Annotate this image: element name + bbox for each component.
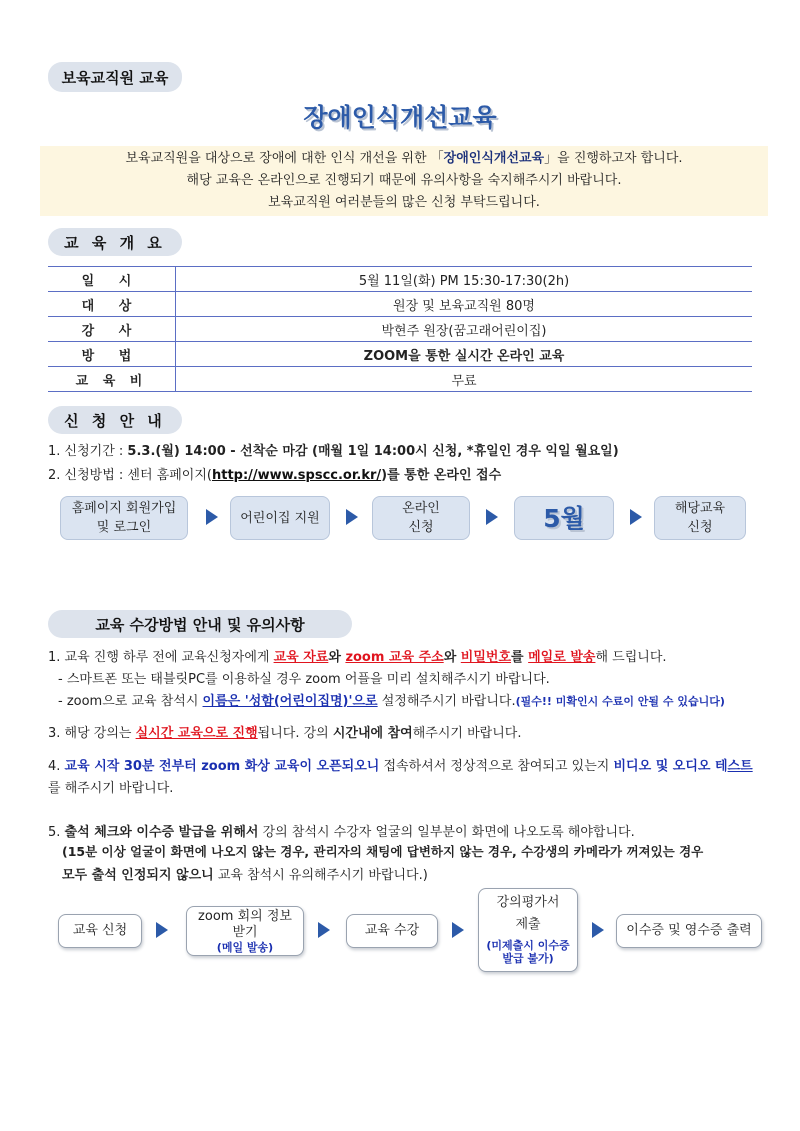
row-value: 박현주 원장(꿈고래어린이집) — [176, 317, 753, 342]
row-value: ZOOM을 통한 실시간 온라인 교육 — [176, 342, 753, 367]
intro-box — [40, 146, 768, 216]
guide-item-4: 4. 교육 시작 30분 전부터 zoom 화상 교육이 오픈되오니 접속하셔서 정상적으로 참여되고 있는지 비디오 및 오디오 테스트를 해주시기 바랍니다. — [48, 759, 753, 796]
flow-step-signup: 홈페이지 회원가입 및 로그인 — [60, 496, 188, 540]
guide-item-1: 1. 교육 진행 하루 전에 교육신청자에게 교육 자료와 zoom 교육 주소와 비밀번호를 메일로 발송해 드립니다. — [48, 650, 667, 665]
category-tag: 보육교직원 교육 — [48, 62, 182, 92]
process-step-certificate: 이수증 및 영수증 출력 — [616, 914, 762, 948]
flow-step-month: 5월 — [514, 496, 614, 540]
arrow-right-icon — [206, 509, 218, 525]
arrow-right-icon — [156, 922, 168, 938]
overview-table — [48, 266, 752, 392]
overview-heading: 교 육 개 요 — [48, 228, 182, 256]
row-label: 방 법 — [48, 342, 176, 367]
process-step-apply: 교육 신청 — [58, 914, 142, 948]
intro-line-2: 해당 교육은 온라인으로 진행되기 때문에 유의사항을 숙지해주시기 바랍니다. — [186, 173, 622, 188]
guide-item-3: 3. 해당 강의는 실시간 교육으로 진행됩니다. 강의 시간내에 참여해주시기 바랍니다. — [48, 726, 522, 741]
guide-item-5-line-3: 모두 출석 인정되지 않으니 교육 참석시 유의해주시기 바랍니다.) — [62, 868, 428, 883]
row-value: 무료 — [176, 367, 753, 392]
page-title: 장애인식개선교육 — [303, 103, 497, 132]
apply-method: 2. 신청방법 : 센터 홈페이지(http://www.spscc.or.kr/)를 통한 온라인 접수 — [48, 468, 502, 483]
row-value: 5월 11일(화) PM 15:30-17:30(2h) — [176, 267, 753, 292]
table-row — [48, 292, 752, 317]
table-row — [48, 267, 752, 292]
process-step-zoom-info: zoom 회의 정보 받기 (메일 발송) — [186, 906, 304, 956]
flow-step-daycare: 어린이집 지원 — [230, 496, 330, 540]
arrow-right-icon — [486, 509, 498, 525]
intro-line-1: 보육교직원을 대상으로 장애에 대한 인식 개선을 위한 「장애인식개선교육」을 진행하고자 합니다. — [125, 151, 683, 166]
guide-sub-2: - zoom으로 교육 참석시 이름은 '성함(어린이집명)'으로 설정해주시기 바랍니다.(필수!! 미확인시 수료이 안될 수 있습니다) — [58, 694, 725, 709]
arrow-right-icon — [630, 509, 642, 525]
row-value: 원장 및 보육교직원 80명 — [176, 292, 753, 317]
table-row — [48, 367, 752, 392]
row-label: 강 사 — [48, 317, 176, 342]
flow-step-online: 온라인 신청 — [372, 496, 470, 540]
arrow-right-icon — [346, 509, 358, 525]
table-row — [48, 317, 752, 342]
arrow-right-icon — [592, 922, 604, 938]
flow-step-course: 해당교육 신청 — [654, 496, 746, 540]
process-step-attend: 교육 수강 — [346, 914, 438, 948]
row-label: 교 육 비 — [48, 367, 176, 392]
arrow-right-icon — [452, 922, 464, 938]
arrow-right-icon — [318, 922, 330, 938]
guide-heading: 교육 수강방법 안내 및 유의사항 — [48, 610, 352, 638]
process-step-evaluation: 강의평가서 제출 (미제출시 이수증 발급 불가) — [478, 888, 578, 972]
row-label: 일 시 — [48, 267, 176, 292]
row-label: 대 상 — [48, 292, 176, 317]
intro-line-3: 보육교직원 여러분들의 많은 신청 부탁드립니다. — [268, 195, 540, 210]
guide-sub-1: - 스마트폰 또는 태블릿PC를 이용하실 경우 zoom 어플을 미리 설치해주시기 바랍니다. — [58, 672, 550, 687]
table-row — [48, 342, 752, 367]
homepage-link[interactable]: http://www.spscc.or.kr/ — [211, 468, 382, 483]
apply-heading: 신 청 안 내 — [48, 406, 182, 434]
guide-item-5: 5. 출석 체크와 이수증 발급을 위해서 강의 참석시 수강자 얼굴의 일부분이 화면에 나오도록 해야합니다. — [48, 825, 635, 840]
guide-item-5-line-2: (15분 이상 얼굴이 화면에 나오지 않는 경우, 관리자의 채팅에 답변하지 않는 경우, 수강생의 카메라가 꺼져있는 경우 — [62, 844, 704, 859]
apply-period: 1. 신청기간 : 5.3.(월) 14:00 - 선착순 마감 (매월 1일 14:00시 신청, *휴일인 경우 익일 월요일) — [48, 444, 619, 459]
